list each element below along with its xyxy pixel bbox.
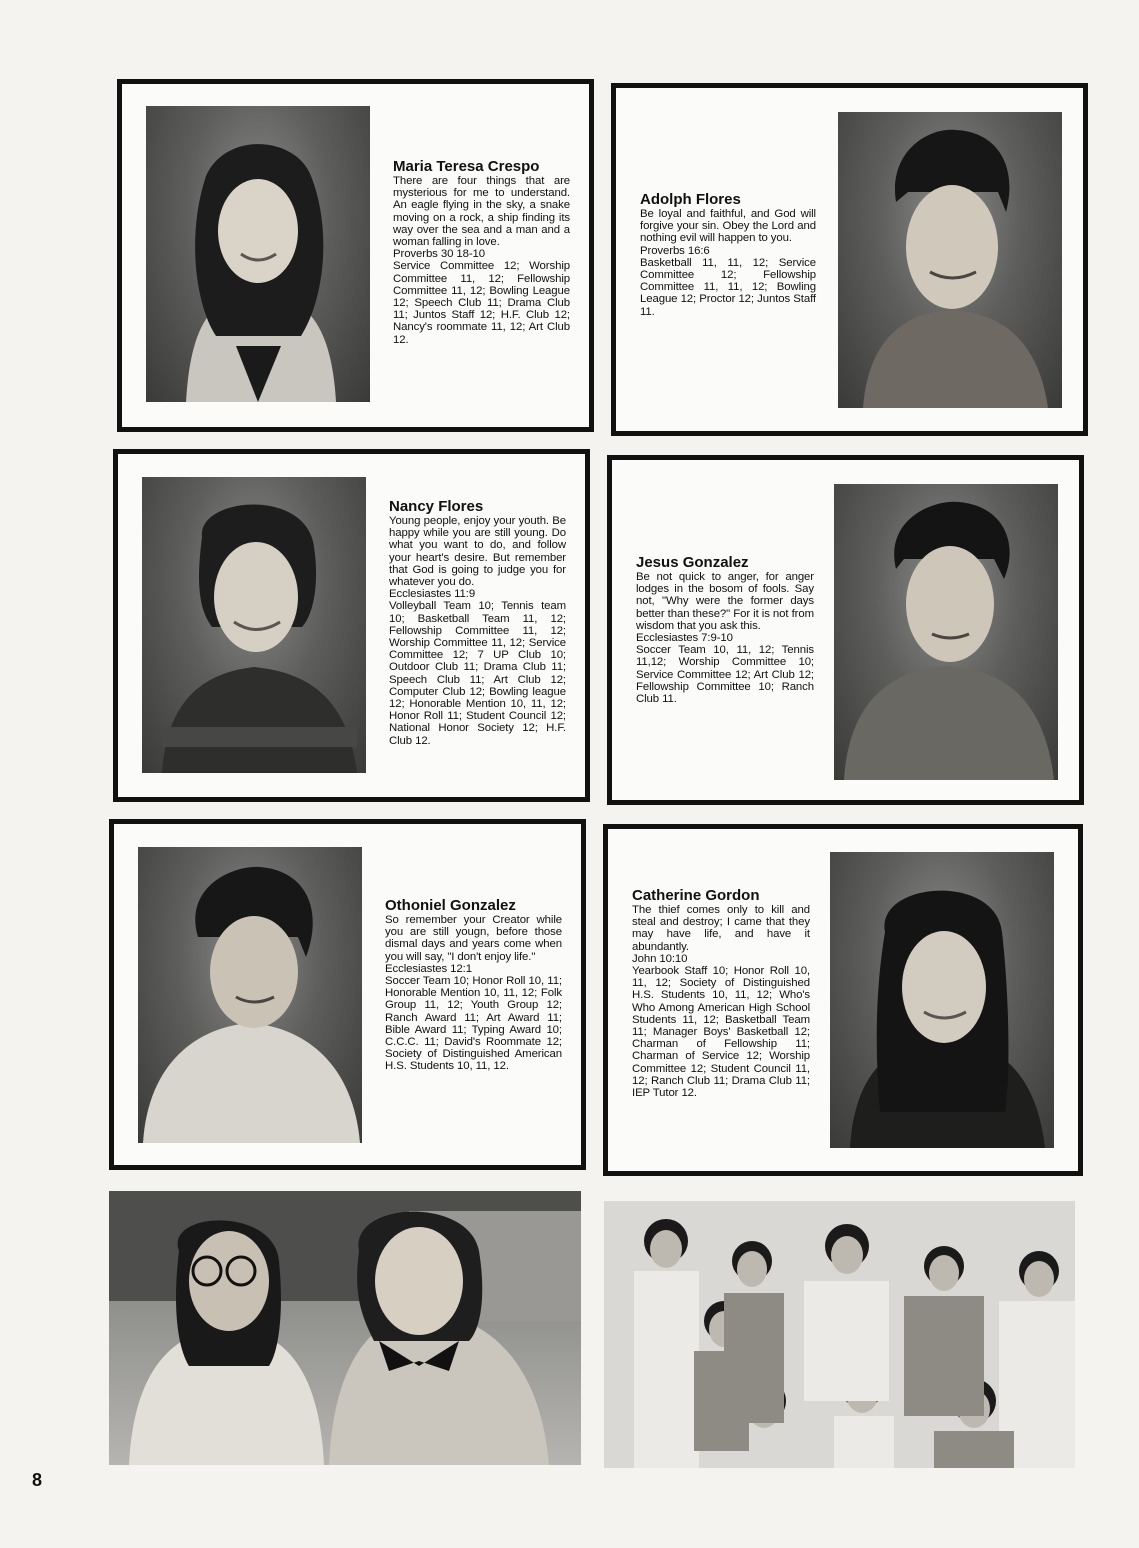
senior-reference: Proverbs 30 18-10 <box>393 248 486 261</box>
senior-quote: Be loyal and faithful, and God will forgive your sin. Obey the Lord and nothing evil will happen to you. <box>640 208 816 245</box>
senior-activities: Soccer Team 10, 11, 12; Tennis 11,12; Worship Committee 10; Service Committee 12; Art Club 12; Fellowship Committee 10; Ranch Club 11. <box>636 644 814 706</box>
senior-bio <box>385 898 562 1073</box>
senior-activities: Volleyball Team 10; Tennis team 10; Basketball Team 11, 12; Fellowship Committee 11, 12; Worship Committee 11, 12; Service Committee 12; 7 UP Club 10; Outdoor Club 11; Drama Club 11; Speech Club 11; Art Club 12; Computer Club 12; Bowling league 12; Honorable Mention 10, 11, 12; Honor Roll 11; Student Council 12; National Honor Society 12; H.F. Club 12. <box>389 600 566 747</box>
candid-photo-two-students <box>109 1191 581 1465</box>
senior-quote: There are four things that are mysterious for me to understand. An eagle flying in the sky, a snake moving on a rock, a ship finding its way over the sea and a man and a woman falling in love. <box>393 175 570 249</box>
senior-quote: Be not quick to anger, for anger lodges in the bosom of fools. Say not, "Why were the former days better than these?" For it is not from wisdom that you ask this. <box>636 571 814 632</box>
senior-card-crespo <box>117 79 594 432</box>
senior-reference: Ecclesiastes 7:9-10 <box>636 632 733 645</box>
senior-card-n-flores <box>113 449 590 802</box>
senior-reference: Ecclesiastes 12:1 <box>385 962 472 975</box>
senior-card-a-flores <box>611 83 1088 436</box>
senior-activities: Soccer Team 10; Honor Roll 10, 11; Honorable Mention 10, 11, 12; Folk Group 11, 12; Youth Group 12; Ranch Award 11; Art Award 11; Bible Award 11; Typing Award 10; C.C.C. 11; David's Roommate 12; Society of Distinguished American H.S. Students 10, 11, 12. <box>385 975 562 1073</box>
senior-bio <box>393 159 570 346</box>
candid-photo-group <box>604 1201 1075 1468</box>
senior-name: Adolph Flores <box>640 191 741 208</box>
senior-name: Othoniel Gonzalez <box>385 897 516 914</box>
senior-activities: Yearbook Staff 10; Honor Roll 10, 11, 12; Society of Distinguished H.S. Students 10, 11, 12; Who's Who Among American High School Students 11, 12; Basketball Team 11; Manager Boys' Basketball 12; Charman of Fellowship 11; Charman of Service 12; Worship Committee 12; Student Council 11, 12; Ranch Club 11; Drama Club 11; IEP Tutor 12. <box>632 965 810 1100</box>
senior-name: Maria Teresa Crespo <box>393 158 540 175</box>
senior-name: Jesus Gonzalez <box>636 554 749 571</box>
senior-reference: John 10:10 <box>632 952 688 965</box>
senior-quote: So remember your Creator while you are still yougn, before those dismal days and years come when you will say, "I don't enjoy life." <box>385 914 562 963</box>
senior-name: Nancy Flores <box>389 498 484 515</box>
senior-card-j-gonzalez <box>607 455 1084 805</box>
senior-activities: Basketball 11, 11, 12; Service Committee 12; Fellowship Committee 11, 11, 12; Bowling League 12; Proctor 12; Juntos Staff 11. <box>640 256 816 318</box>
senior-reference: Ecclesiastes 11:9 <box>389 588 476 601</box>
portrait-photo <box>830 852 1054 1148</box>
portrait-photo <box>838 112 1062 408</box>
senior-card-o-gonzalez <box>109 819 586 1170</box>
senior-reference: Proverbs 16:6 <box>640 244 710 257</box>
senior-bio <box>389 499 566 747</box>
senior-bio <box>640 192 816 318</box>
portrait-photo <box>142 477 366 773</box>
portrait-photo <box>834 484 1058 780</box>
portrait-photo <box>146 106 370 402</box>
senior-quote: The thief comes only to kill and steal and destroy; I came that they may have life, and have it abundantly. <box>632 904 810 953</box>
senior-name: Catherine Gordon <box>632 887 760 904</box>
senior-activities: Service Committee 12; Worship Committee 11, 12; Fellowship Committee 11, 12; Bowling League 12; Speech Club 11; Drama Club 11; Juntos Staff 12; H.F. Club 12; Nancy's roommate 11, 12; Art Club 12. <box>393 260 570 346</box>
senior-card-gordon <box>603 824 1083 1176</box>
senior-bio <box>632 888 810 1099</box>
page-number: 8 <box>32 1470 43 1490</box>
portrait-photo <box>138 847 362 1143</box>
senior-quote: Young people, enjoy your youth. Be happy while you are still young. Do what you want to do, and follow your heart's desire. But remember that God is going to judge you for whatever you do. <box>389 515 566 589</box>
senior-bio <box>636 555 814 705</box>
